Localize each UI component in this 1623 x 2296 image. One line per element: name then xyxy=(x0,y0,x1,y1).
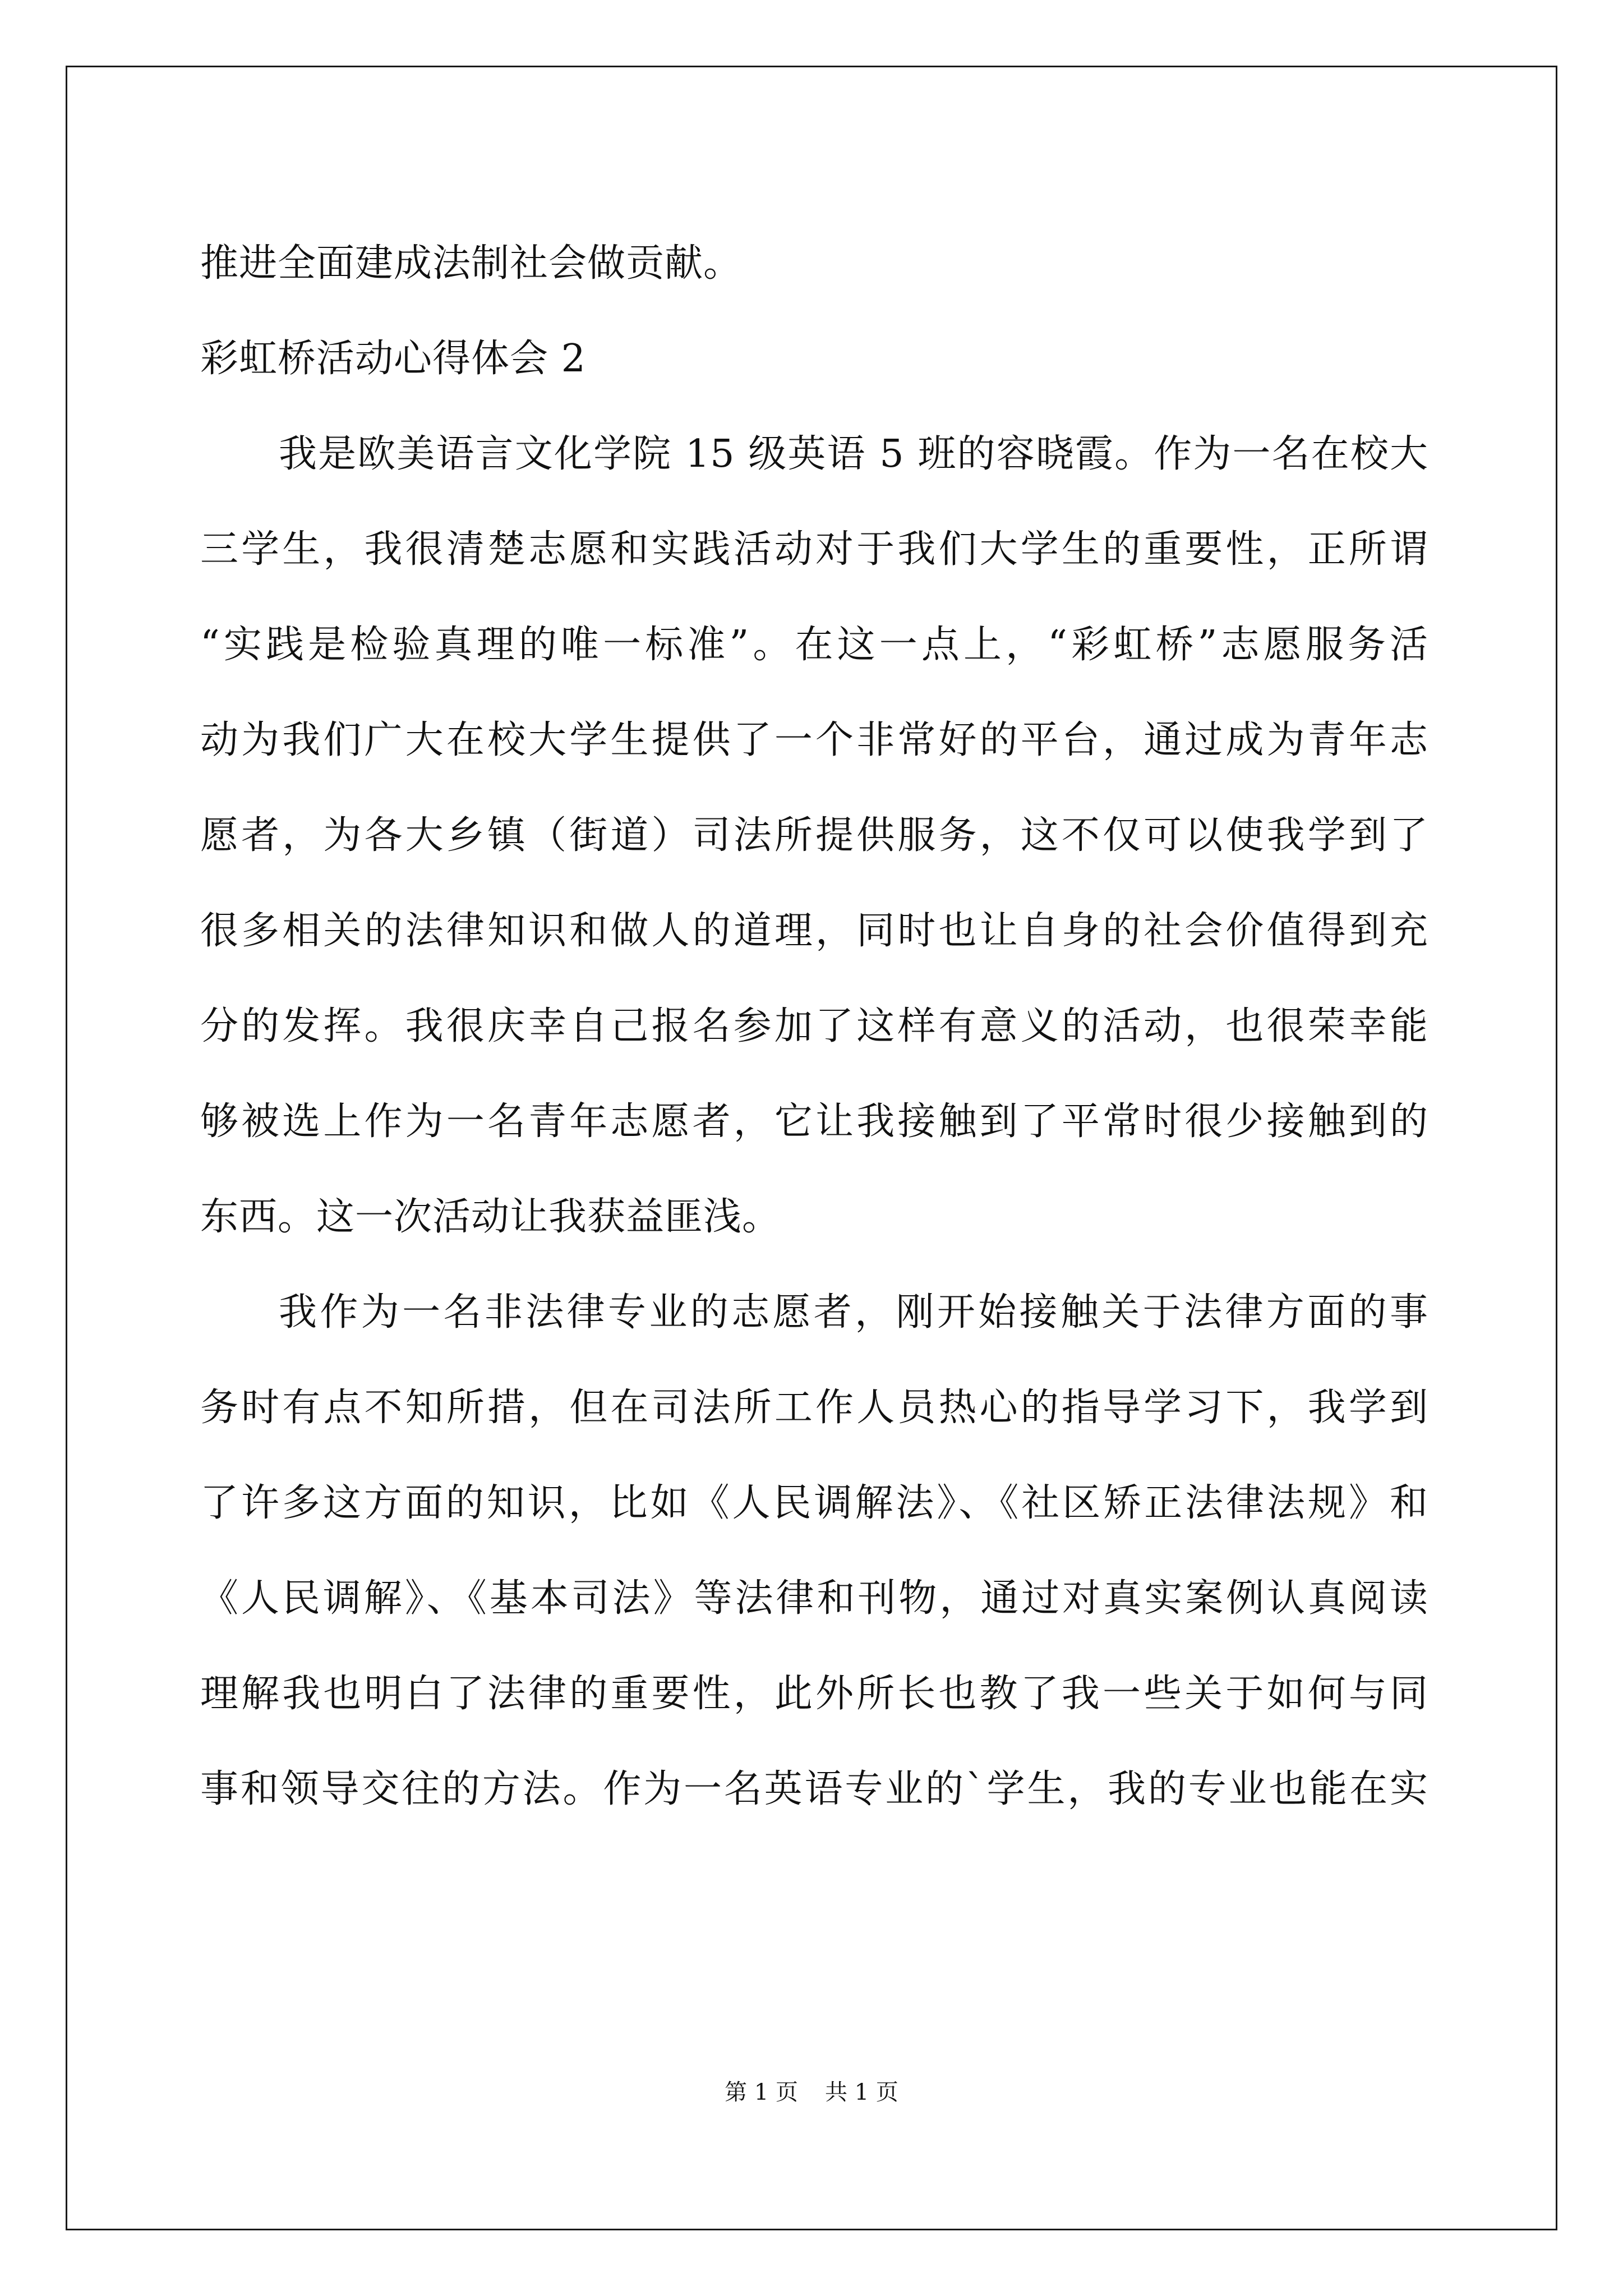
text-line: 三学生，我很清楚志愿和实践活动对于我们大学生的重要性，正所谓 xyxy=(200,527,1428,572)
page-number: 第 1 页 xyxy=(725,2079,798,2105)
text-line: 动为我们广大在校大学生提供了一个非常好的平台，通过成为青年志 xyxy=(200,718,1428,762)
text-line: 了许多这方面的知识，比如《人民调解法》、《社区矫正法律法规》和 xyxy=(200,1481,1428,1525)
text-line: 推进全面建成法制社会做贡献。 xyxy=(200,241,743,286)
text-line: 很多相关的法律知识和做人的道理，同时也让自身的社会价值得到充 xyxy=(200,909,1428,953)
text-line: 理解我也明白了法律的重要性，此外所长也教了我一些关于如何与同 xyxy=(200,1672,1428,1716)
text-line: 我是欧美语言文化学院 15 级英语 5 班的容晓霞。作为一名在校大 xyxy=(279,432,1428,476)
text-line: 分的发挥。我很庆幸自己报名参加了这样有意义的活动，也很荣幸能 xyxy=(200,1004,1428,1048)
page-total: 共 1 页 xyxy=(825,2079,898,2105)
text-line: 《人民调解》、《基本司法》等法律和刊物，通过对真实案例认真阅读 xyxy=(200,1576,1428,1621)
text-line: 东西。这一次活动让我获益匪浅。 xyxy=(200,1195,781,1239)
text-line: 我作为一名非法律专业的志愿者，刚开始接触关于法律方面的事 xyxy=(279,1290,1428,1335)
text-line: 事和领导交往的方法。作为一名英语专业的`学生，我的专业也能在实 xyxy=(200,1767,1428,1811)
section-heading: 彩虹桥活动心得体会 2 xyxy=(200,337,586,381)
text-line: “实践是检验真理的唯一标准”。在这一点上，“彩虹桥”志愿服务活 xyxy=(200,623,1428,667)
text-line: 够被选上作为一名青年志愿者，它让我接触到了平常时很少接触到的 xyxy=(200,1099,1428,1144)
text-line: 愿者，为各大乡镇（街道）司法所提供服务，这不仅可以使我学到了 xyxy=(200,813,1428,858)
page-footer xyxy=(0,2076,1623,2109)
text-line: 务时有点不知所措，但在司法所工作人员热心的指导学习下，我学到 xyxy=(200,1386,1428,1430)
document-body xyxy=(200,216,1428,1837)
